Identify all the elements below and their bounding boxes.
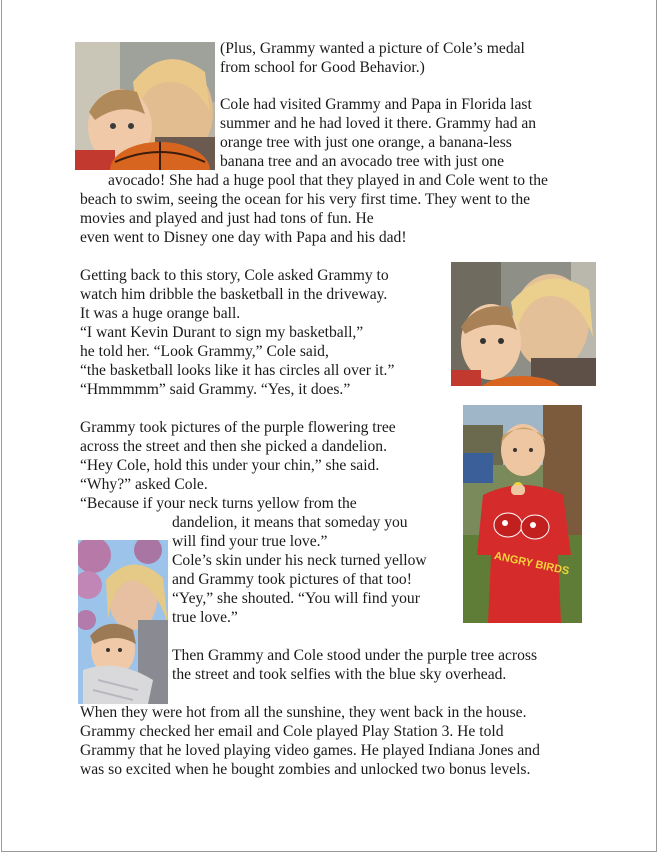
text-line: “the basketball looks like it has circles all over it.”: [80, 362, 395, 379]
selfie-photo-top-left: [75, 42, 215, 170]
text-line: Cole’s skin under his neck turned yellow: [172, 552, 427, 569]
text-line: from school for Good Behavior.): [220, 59, 425, 76]
text-line: he told her. “Look Grammy,” Cole said,: [80, 343, 329, 360]
text-line: Getting back to this story, Cole asked Grammy to: [80, 267, 389, 284]
text-line: It was a huge orange ball.: [80, 305, 241, 322]
text-line: avocado! She had a huge pool that they played in and Cole went to the: [108, 172, 548, 189]
text-line: summer and he had loved it there. Grammy had an: [220, 115, 537, 132]
text-line: “Why?” asked Cole.: [80, 476, 208, 493]
text-line: orange tree with just one orange, a banana-less: [220, 134, 512, 151]
text-line: even went to Disney one day with Papa and his dad!: [80, 229, 407, 246]
text-line: Grammy checked her email and Cole played Play Station 3. He told: [80, 723, 504, 740]
text-line: dandelion, it means that someday you: [172, 514, 408, 531]
text-line: “Hmmmmm” said Grammy. “Yes, it does.”: [80, 381, 351, 398]
text-line: “Hey Cole, hold this under your chin,” she said.: [80, 457, 380, 474]
text-line: across the street and then she picked a dandelion.: [80, 438, 388, 455]
cole-red-shirt-photo: [463, 405, 582, 623]
text-line: (Plus, Grammy wanted a picture of Cole’s medal: [220, 40, 525, 57]
text-line: the street and took selfies with the blue sky overhead.: [172, 666, 507, 683]
text-line: was so excited when he bought zombies and unlocked two bonus levels.: [80, 761, 531, 778]
text-line: Cole had visited Grammy and Papa in Florida last: [220, 96, 532, 113]
text-line: true love.”: [172, 609, 238, 626]
text-line: “Yey,” she shouted. “You will find your: [172, 590, 420, 607]
selfie-photo-right: [451, 262, 596, 386]
text-line: movies and played and just had tons of fun. He: [80, 210, 374, 227]
text-line: Then Grammy and Cole stood under the purple tree across: [172, 647, 538, 664]
text-line: When they were hot from all the sunshine, they went back in the house.: [80, 704, 527, 721]
text-line: “Because if your neck turns yellow from the: [80, 495, 357, 512]
text-line: “I want Kevin Durant to sign my basketball,”: [80, 324, 364, 341]
text-line: beach to swim, seeing the ocean for his very first time. They went to the: [80, 191, 531, 208]
text-line: banana tree and an avocado tree with just one: [220, 153, 505, 170]
text-line: will find your true love.”: [172, 533, 328, 550]
text-line: watch him dribble the basketball in the driveway.: [80, 286, 388, 303]
selfie-photo-purple-tree: [78, 540, 168, 704]
text-line: Grammy that he loved playing video games. He played Indiana Jones and: [80, 742, 540, 759]
text-line: Grammy took pictures of the purple flowering tree: [80, 419, 396, 436]
shirt-text: ANGRY BIRDS: [493, 549, 571, 578]
text-line: and Grammy took pictures of that too!: [172, 571, 412, 588]
